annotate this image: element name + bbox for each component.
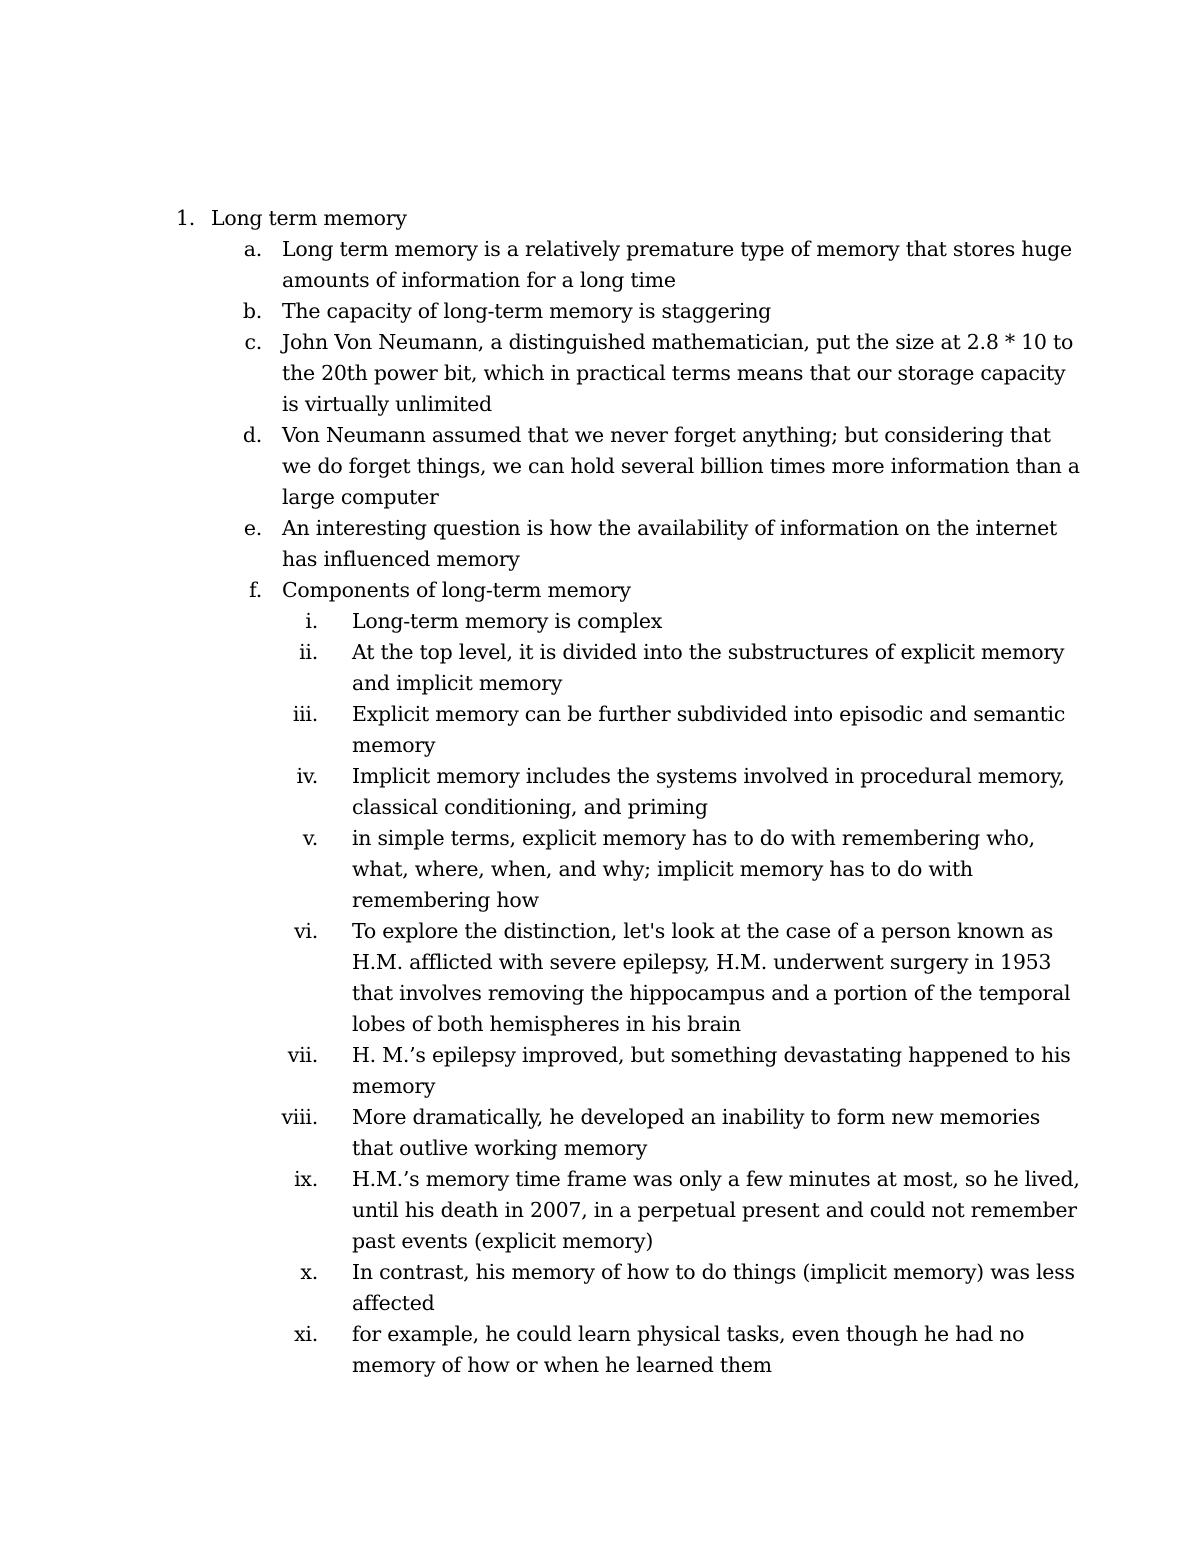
list-item-text: for example, he could learn physical tasks, even though he had no memory of how or when he learned them — [352, 1322, 1025, 1377]
list-item-1 — [0, 203, 1200, 234]
list-item-b — [0, 296, 1200, 327]
list-item-x — [0, 1257, 1200, 1319]
list-item-f — [0, 575, 1200, 606]
list-marker: v. — [302, 826, 318, 850]
list-item-vi — [0, 916, 1200, 1040]
list-marker: i. — [305, 609, 318, 633]
list-item-text: More dramatically, he developed an inability to form new memories that outlive working memory — [352, 1105, 1041, 1160]
list-item-text: Long term memory is a relatively premature type of memory that stores huge amounts of information for a long time — [282, 237, 1072, 292]
list-marker: a. — [243, 237, 262, 261]
list-item-text: Long term memory — [211, 206, 407, 230]
list-marker: x. — [300, 1260, 318, 1284]
list-item-text: in simple terms, explicit memory has to do with remembering who, what, where, when, and why; implicit memory has to do with remembering how — [352, 826, 1035, 912]
list-marker: ix. — [294, 1167, 318, 1191]
list-item-v — [0, 823, 1200, 916]
list-item-iv — [0, 761, 1200, 823]
list-item-text: Von Neumann assumed that we never forget anything; but considering that we do forget things, we can hold several billion times more information than a large computer — [282, 423, 1080, 509]
list-marker: viii. — [281, 1105, 318, 1129]
list-marker: xi. — [294, 1322, 318, 1346]
list-marker: vii. — [287, 1043, 318, 1067]
list-item-d — [0, 420, 1200, 513]
list-item-text: An interesting question is how the availability of information on the internet has influenced memory — [282, 516, 1057, 571]
list-item-ii — [0, 637, 1200, 699]
list-item-text: H.M.’s memory time frame was only a few minutes at most, so he lived, until his death in 2007, in a perpetual present and could not remember past events (explicit memory) — [352, 1167, 1080, 1253]
list-item-vii — [0, 1040, 1200, 1102]
list-item-text: Implicit memory includes the systems involved in procedural memory, classical conditioning, and priming — [352, 764, 1065, 819]
list-marker: e. — [243, 516, 262, 540]
list-item-e — [0, 513, 1200, 575]
list-item-text: The capacity of long-term memory is staggering — [282, 299, 772, 323]
list-marker: f. — [249, 578, 262, 602]
list-item-text: At the top level, it is divided into the substructures of explicit memory and implicit memory — [352, 640, 1065, 695]
list-item-text: John Von Neumann, a distinguished mathematician, put the size at 2.8 * 10 to the 20th power bit, which in practical terms means that our storage capacity is virtually unlimited — [282, 330, 1074, 416]
list-item-ix — [0, 1164, 1200, 1257]
list-item-i — [0, 606, 1200, 637]
list-item-text: To explore the distinction, let's look at the case of a person known as H.M. afflicted with severe epilepsy, H.M. underwent surgery in 1953 that involves removing the hippocampus and a portion of the temporal lobes of both hemispheres in his brain — [352, 919, 1071, 1036]
list-item-a — [0, 234, 1200, 296]
list-marker: 1. — [175, 206, 195, 230]
list-item-text: Long-term memory is complex — [352, 609, 663, 633]
list-item-text: Components of long-term memory — [282, 578, 631, 602]
list-item-text: In contrast, his memory of how to do things (implicit memory) was less affected — [352, 1260, 1075, 1315]
list-marker: vi. — [294, 919, 318, 943]
list-marker: b. — [242, 299, 262, 323]
list-item-text: Explicit memory can be further subdivided into episodic and semantic memory — [352, 702, 1066, 757]
numbered-outline — [0, 203, 1200, 1381]
list-marker: d. — [242, 423, 262, 447]
list-item-xi — [0, 1319, 1200, 1381]
list-item-iii — [0, 699, 1200, 761]
list-item-viii — [0, 1102, 1200, 1164]
list-item-text: H. M.’s epilepsy improved, but something devastating happened to his memory — [352, 1043, 1071, 1098]
list-marker: c. — [244, 330, 262, 354]
list-item-c — [0, 327, 1200, 420]
list-marker: iii. — [292, 702, 318, 726]
list-marker: ii. — [299, 640, 318, 664]
list-marker: iv. — [296, 764, 318, 788]
